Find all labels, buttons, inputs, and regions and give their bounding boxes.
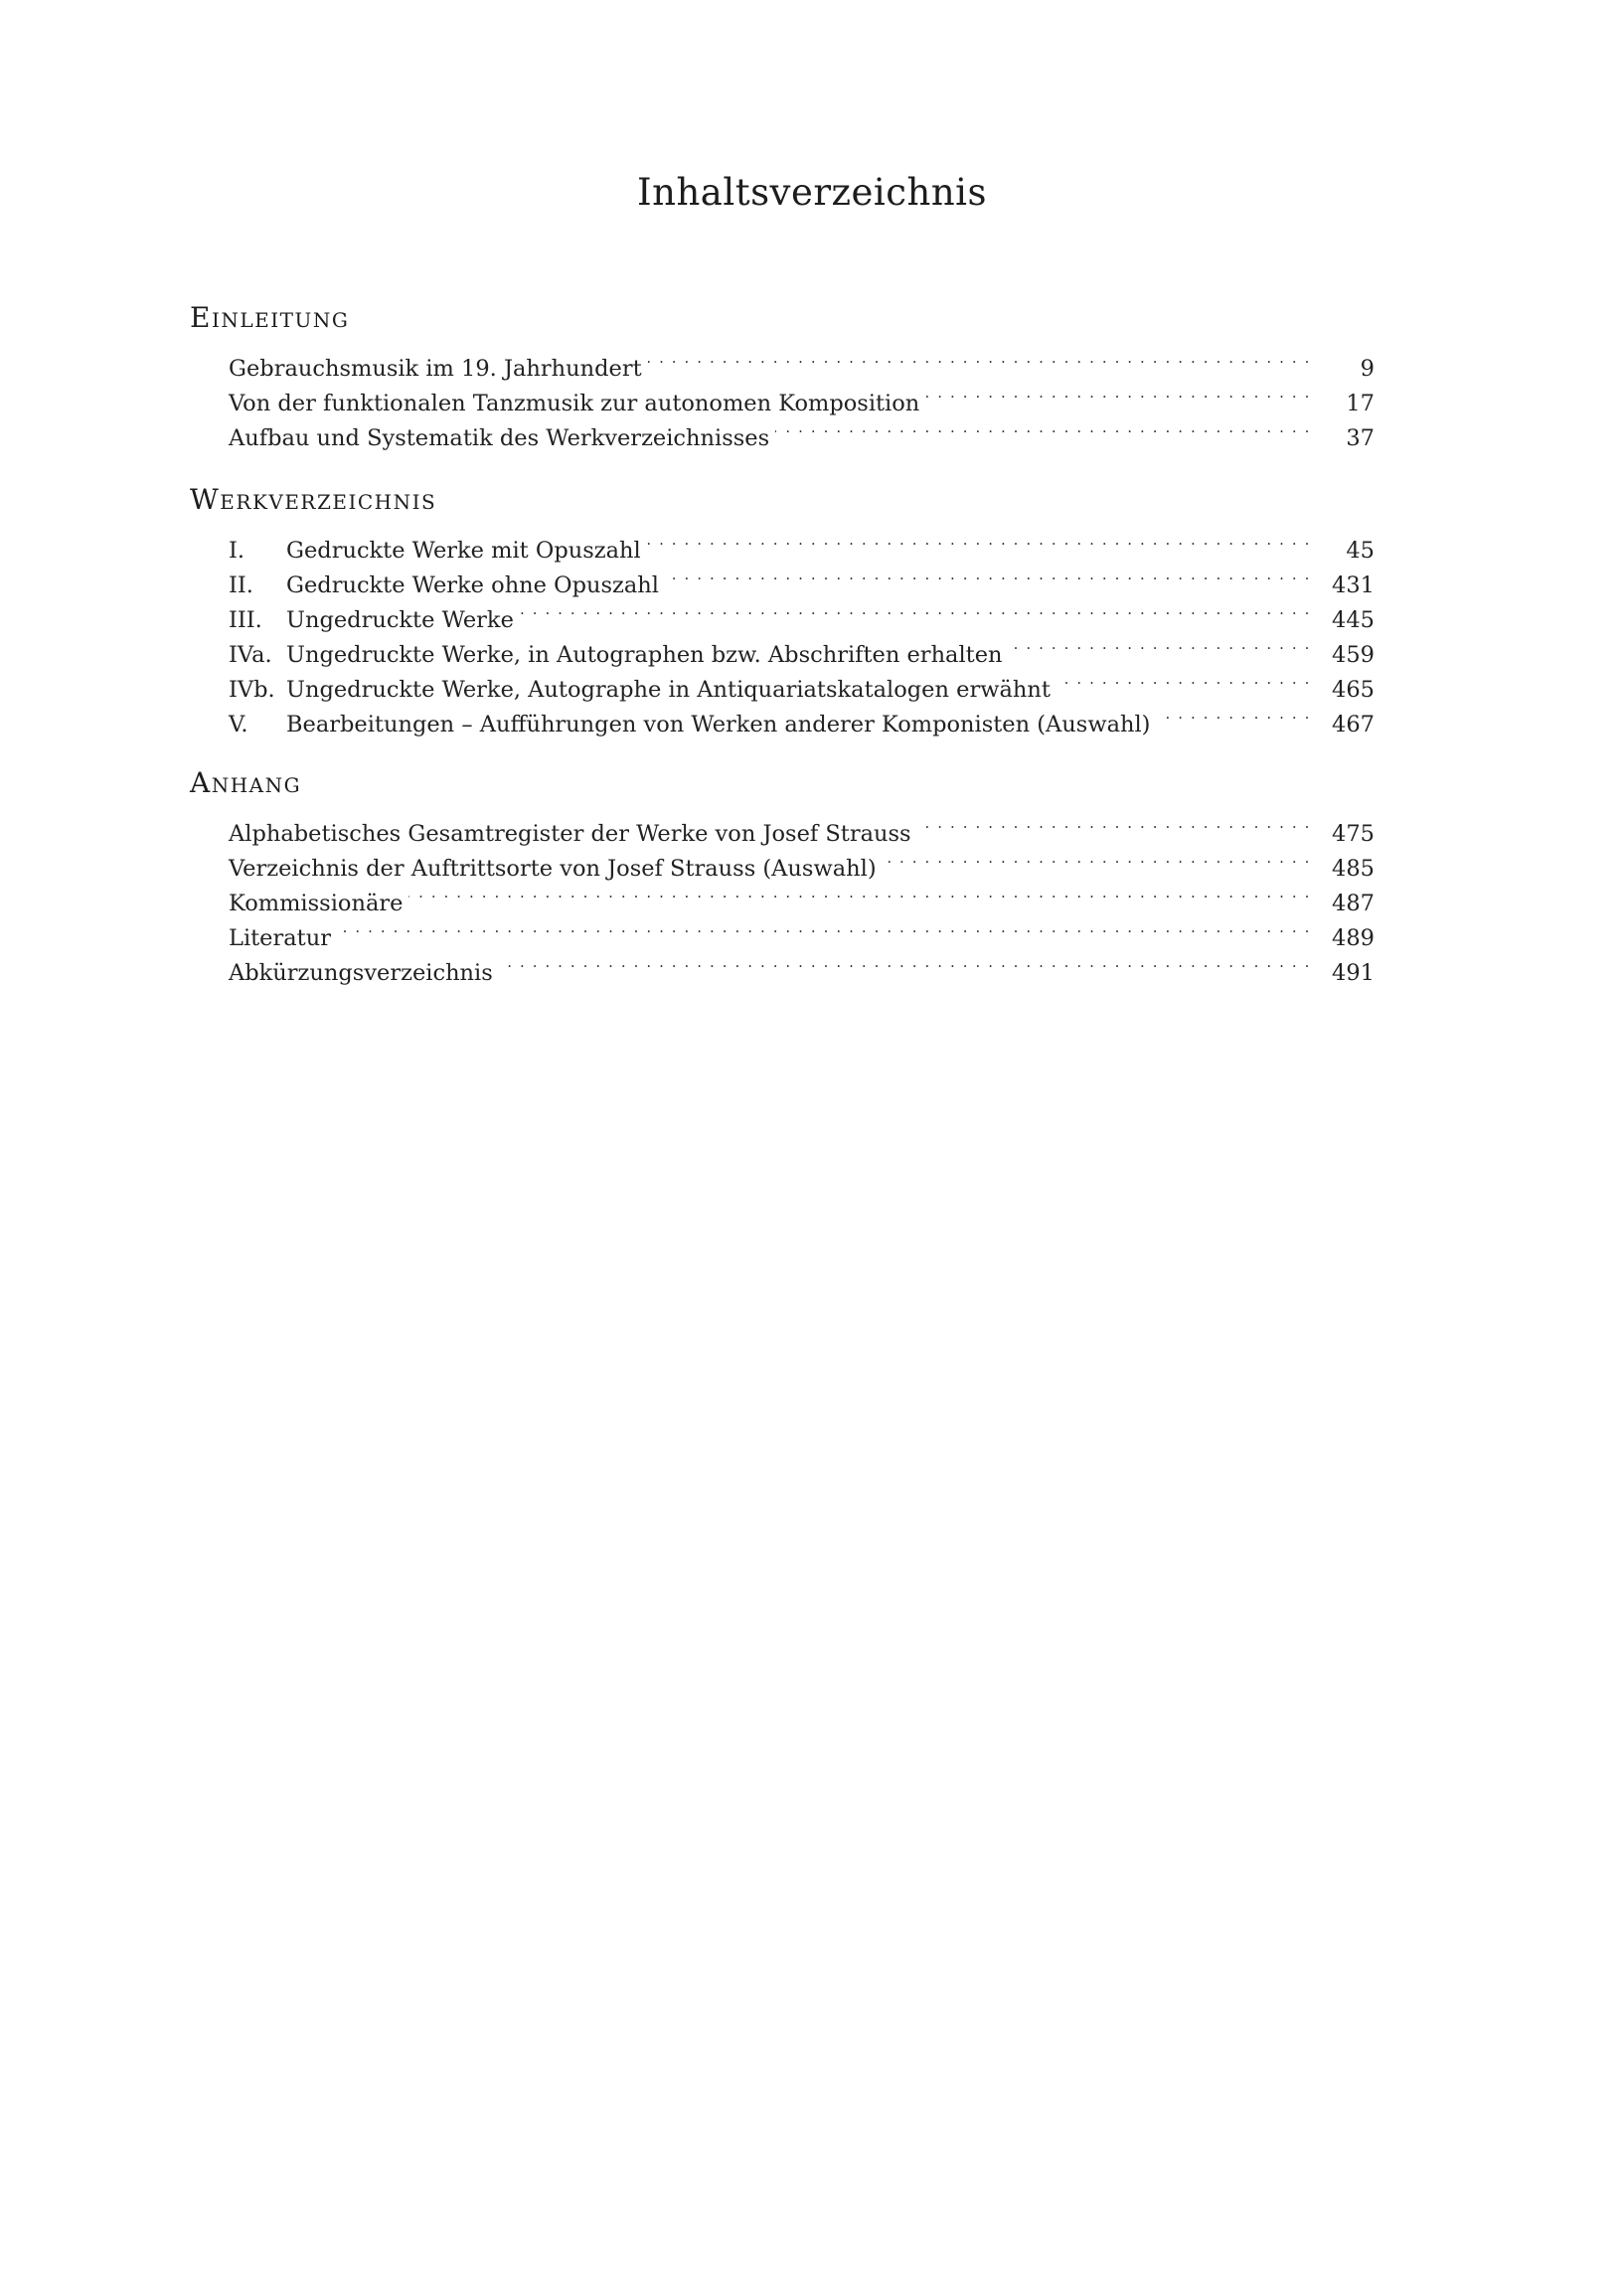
entry-page-number: 459: [1332, 642, 1375, 668]
section-heading: Einleitung: [190, 301, 350, 334]
entry-title: Ungedruckte Werke, Autographe in Antiquariatskatalogen erwähnt: [286, 677, 1051, 703]
dot-leader: [883, 841, 1311, 876]
dot-leader: [520, 592, 1311, 627]
entry-number: IVb.: [229, 677, 275, 703]
entry-page-number: 467: [1332, 712, 1375, 737]
entry-page-number: 487: [1332, 891, 1375, 916]
entry-title: Bearbeitungen – Aufführungen von Werken anderer Komponisten (Auswahl): [286, 712, 1151, 737]
page-title: Inhaltsverzeichnis: [637, 171, 987, 214]
entry-title: Ungedruckte Werke, in Autographen bzw. Abschriften erhalten: [286, 642, 1003, 668]
dot-leader: [408, 876, 1311, 910]
entry-page-number: 465: [1332, 677, 1375, 703]
entry-number: II.: [229, 573, 253, 598]
dot-leader: [1009, 627, 1311, 662]
toc-entry[interactable]: [229, 806, 1375, 847]
entry-page-number: 37: [1346, 425, 1375, 451]
toc-entry[interactable]: [229, 945, 1375, 986]
entry-title: Aufbau und Systematik des Werkverzeichnisses: [229, 425, 770, 451]
dot-leader: [648, 341, 1311, 376]
toc-entry[interactable]: [229, 910, 1375, 951]
dot-leader: [917, 806, 1311, 841]
dot-leader: [647, 523, 1311, 558]
dot-leader: [925, 376, 1311, 410]
dot-leader: [1156, 697, 1311, 732]
dot-leader: [1056, 662, 1311, 697]
entry-title: Abkürzungsverzeichnis: [229, 960, 493, 986]
dot-leader: [665, 558, 1311, 592]
dot-leader: [775, 410, 1311, 445]
toc-section-einleitung: [190, 301, 1375, 451]
entry-page-number: 445: [1332, 607, 1375, 633]
entry-page-number: 17: [1346, 391, 1375, 416]
dot-leader: [499, 945, 1311, 980]
entry-number: V.: [229, 712, 248, 737]
entry-page-number: 431: [1332, 573, 1375, 598]
entry-number: I.: [229, 538, 245, 564]
entry-number: IVa.: [229, 642, 272, 668]
entry-page-number: 45: [1346, 538, 1375, 564]
entry-title: Alphabetisches Gesamtregister der Werke von Josef Strauss: [229, 821, 911, 847]
toc-section-anhang: [190, 766, 1375, 986]
entry-page-number: 491: [1332, 960, 1375, 986]
entry-title: Gedruckte Werke ohne Opuszahl: [286, 573, 659, 598]
entry-title: Verzeichnis der Auftrittsorte von Josef Strauss (Auswahl): [229, 856, 877, 882]
entry-title: Literatur: [229, 925, 331, 951]
entry-page-number: 489: [1332, 925, 1375, 951]
entry-title: Kommissionäre: [229, 891, 404, 916]
toc-entry[interactable]: [229, 341, 1375, 382]
dot-leader: [337, 910, 1311, 945]
entry-title: Ungedruckte Werke: [286, 607, 514, 633]
entry-number: III.: [229, 607, 262, 633]
entry-title: Gebrauchsmusik im 19. Jahrhundert: [229, 356, 642, 382]
toc-entry-list: [229, 806, 1375, 986]
section-heading: Werkverzeichnis: [190, 483, 437, 516]
section-heading: Anhang: [190, 766, 302, 799]
toc-entry-list: [229, 523, 1375, 737]
toc-entry[interactable]: [229, 523, 1375, 564]
toc-entry-list: [229, 341, 1375, 451]
entry-title: Von der funktionalen Tanzmusik zur autonomen Komposition: [229, 391, 920, 416]
toc-section-werkverzeichnis: [190, 483, 1375, 737]
entry-page-number: 485: [1332, 856, 1375, 882]
entry-title: Gedruckte Werke mit Opuszahl: [286, 538, 641, 564]
entry-page-number: 9: [1360, 356, 1375, 382]
entry-page-number: 475: [1332, 821, 1375, 847]
